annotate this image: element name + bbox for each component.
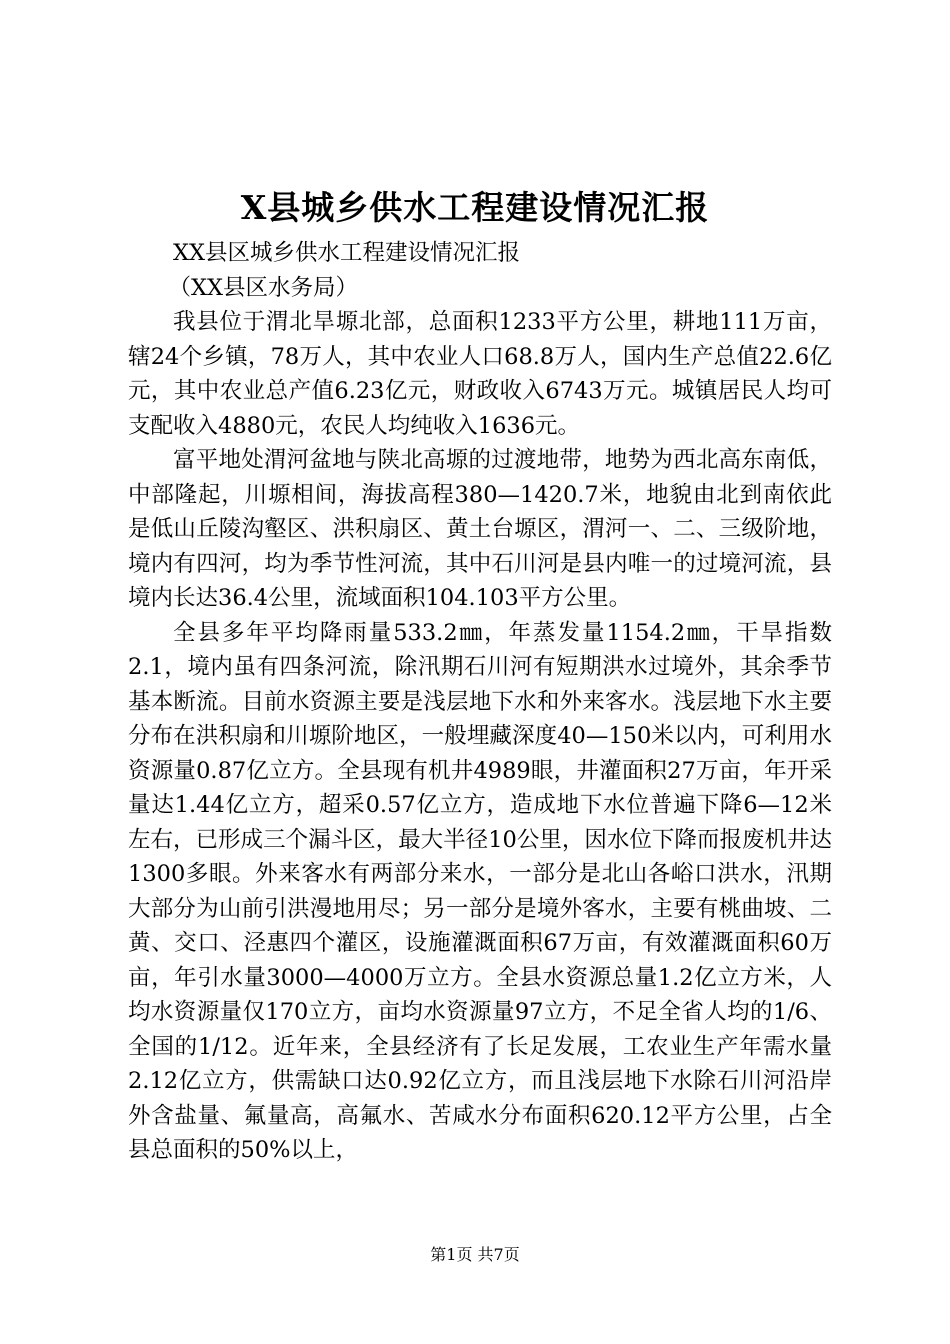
page-footer: 第1页 共7页 [430,1245,520,1264]
document-body [128,236,832,1168]
document-title: X县城乡供水工程建设情况汇报 [240,188,710,227]
document-subtitle: XX县区城乡供水工程建设情况汇报 [173,240,521,266]
paragraph-geography: 富平地处渭河盆地与陕北高塬的过渡地带，地势为西北高东南低，中部隆起，川塬相间，海拔高程380—1420.7米，地貌由北到南依此是低山丘陵沟壑区、洪积扇区、黄土台塬区，渭河一、二、三级阶地，境内有四河，均为季节性河流，其中石川河是县内唯一的过境河流，县境内长达36.4公里，流域面积104.103平方公里。 [128,447,832,611]
paragraph-water-resources: 全县多年平均降雨量533.2㎜，年蒸发量1154.2㎜，干旱指数2.1，境内虽有四条河流，除汛期石川河有短期洪水过境外，其余季节基本断流。目前水资源主要是浅层地下水和外来客水。浅层地下水主要分布在洪积扇和川塬阶地区，一般埋藏深度40—150米以内，可利用水资源量0.87亿立方。全县现有机井4989眼，井灌面积27万亩，年开采量达1.44亿立方，超采0.57亿立方，造成地下水位普遍下降6—12米左右，已形成三个漏斗区，最大半径10公里，因水位下降而报废机井达1300多眼。外来客水有两部分来水，一部分是北山各峪口洪水，汛期大部分为山前引洪漫地用尽；另一部分是境外客水，主要有桃曲坡、二黄、交口、泾惠四个灌区，设施灌溉面积67万亩，有效灌溉面积60万亩，年引水量3000—4000万立方。全县水资源总量1.2亿立方米，人均水资源量仅170立方，亩均水资源量97立方，不足全省人均的1/6、全国的1/12。近年来，全县经济有了长足发展，工农业生产年需水量2.12亿立方，供需缺口达0.92亿立方，而且浅层地下水除石川河沿岸外含盐量、氟量高，高氟水、苦咸水分布面积620.12平方公里，占全县总面积的50%以上， [128,619,832,1163]
paragraph-overview: 我县位于渭北旱塬北部，总面积1233平方公里，耕地111万亩，辖24个乡镇，78万人，其中农业人口68.8万人，国内生产总值22.6亿元，其中农业总产值6.23亿元，财政收入6743万元。城镇居民人均可支配收入4880元，农民人均纯收入1636元。 [128,309,832,439]
document-organization: （XX县区水务局） [168,274,359,301]
